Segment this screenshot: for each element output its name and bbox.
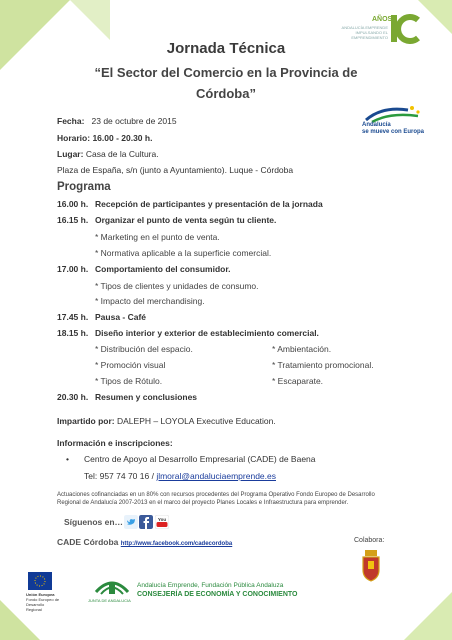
facebook-icon[interactable] (139, 515, 153, 529)
program-time: 18.15 h. (57, 328, 89, 338)
lugar-label: Lugar: (57, 149, 84, 159)
horario-label: Horario: (57, 133, 91, 143)
bullet-icon: • (66, 454, 69, 464)
program-activity: Recepción de participantes y presentación de la jornada (95, 199, 323, 209)
andalucia-label: Andalucía (362, 122, 391, 128)
program-time: 16.00 h. (57, 199, 89, 209)
funding-note (57, 491, 397, 507)
youtube-icon[interactable] (155, 515, 169, 529)
program-time: 17.00 h. (57, 264, 89, 274)
years-label: AÑOS (372, 16, 393, 23)
years-subtitle: ANDALUCÍA EMPRENDE IMPULSANDO EL EMPRENDIMIENTO (341, 25, 388, 40)
program-time: 20.30 h. (57, 392, 89, 402)
subtitle-line-1: “El Sector del Comercio en la Provincia de (94, 65, 358, 80)
page-subtitle (60, 62, 392, 104)
program-subitem: * Impacto del merchandising. (95, 296, 205, 306)
program-subitem: * Tipos de clientes y unidades de consumo. (95, 281, 259, 291)
program-activity: Organizar el punto de venta según tu cliente. (95, 215, 277, 225)
lugar-row (57, 149, 159, 159)
andalucia-emprende-label: Andalucía Emprende, Fundación Pública Andaluza (137, 582, 284, 589)
corner-decoration-bottom-right (404, 592, 452, 640)
junta-label: JUNTA DE ANDALUCIA (88, 598, 131, 603)
horario-row (57, 133, 152, 143)
program-subitem: * Marketing en el punto de venta. (95, 232, 220, 242)
centro-text: Centro de Apoyo al Desarrollo Empresarial (CADE) de Baena (84, 454, 316, 464)
colabora-label: Colabora: (354, 537, 385, 544)
program-subitem: * Tratamiento promocional. (272, 360, 374, 370)
page-title: Jornada Técnica (166, 40, 286, 57)
andalucia-swirl-icon (362, 104, 422, 124)
social-label: Síguenos en… (64, 517, 124, 527)
horario-value: 16.00 - 20.30 h. (92, 133, 153, 143)
program-subitem: * Normativa aplicable a la superficie comercial. (95, 248, 272, 258)
program-activity: Comportamiento del consumidor. (95, 264, 231, 274)
corner-decoration-top-left (0, 0, 70, 70)
program-activity: Pausa - Café (95, 312, 147, 322)
phone-text: Tel: 957 74 70 16 / (84, 471, 154, 481)
fecha-row (57, 116, 177, 126)
cade-label: CADE Córdoba (57, 537, 119, 547)
subtitle-line-2: Córdoba” (196, 86, 256, 101)
email-link[interactable]: jlmoral@andaluciaemprende.es (156, 471, 276, 481)
inscripciones-heading: Información e inscripciones: (57, 438, 173, 448)
program-time: 17.45 h. (57, 312, 89, 322)
direccion-row: Plaza de España, s/n (junto a Ayuntamiento). Luque - Córdoba (57, 165, 294, 175)
lugar-value: Casa de la Cultura. (85, 149, 159, 159)
junta-andalucia-logo-icon (92, 570, 132, 600)
program-subitem: * Tipos de Rótulo. (95, 376, 163, 386)
svg-text:You: You (157, 517, 167, 522)
program-subitem: * Ambientación. (272, 344, 332, 354)
cade-facebook-link[interactable]: http://www.facebook.com/cadecordoba (120, 541, 233, 547)
funding-line-2: Regional de Andalucía 2007-2013 en el marco del proyecto Planes Locales e Infraestructura para emprender. (57, 500, 349, 506)
cade-row (57, 537, 232, 547)
programa-heading: Programa (57, 181, 111, 193)
impartido-value: DALEPH – LOYOLA Executive Education. (116, 416, 276, 426)
twitter-icon[interactable] (124, 515, 138, 529)
consejeria-label: CONSEJERÍA DE ECONOMÍA Y CONOCIMIENTO (137, 591, 298, 598)
program-time: 16.15 h. (57, 215, 89, 225)
fecha-label: Fecha: (57, 116, 85, 126)
impartido-row (57, 416, 276, 426)
program-activity: Resumen y conclusiones (95, 392, 198, 402)
program-subitem: * Escaparate. (272, 376, 324, 386)
eu-sub: Fondo Europeo de Desarrollo Regional (26, 597, 60, 612)
program-subitem: * Promoción visual (95, 360, 166, 370)
eu-caption (26, 592, 60, 612)
coat-of-arms-icon (360, 550, 382, 582)
corner-decoration-top-right (418, 0, 452, 34)
funding-line-1: Actuaciones cofinanciadas en un 80% con recursos procedentes del Programa Operativo Fondo Europeo de Desarrollo (57, 492, 375, 498)
program-subitem: * Distribución del espacio. (95, 344, 193, 354)
program-activity: Diseño interior y exterior de establecimiento comercial. (95, 328, 319, 338)
andalucia-europa-logo (362, 104, 432, 138)
corner-decoration-top-left-2 (70, 0, 110, 40)
fecha-value: 23 de octubre de 2015 (91, 116, 177, 126)
eu-label: Unión Europea (26, 592, 55, 597)
contact-row (84, 471, 276, 481)
impartido-label: Impartido por: (57, 416, 115, 426)
eu-flag-icon (28, 572, 52, 590)
europa-label: se mueve con Europa (362, 129, 425, 135)
